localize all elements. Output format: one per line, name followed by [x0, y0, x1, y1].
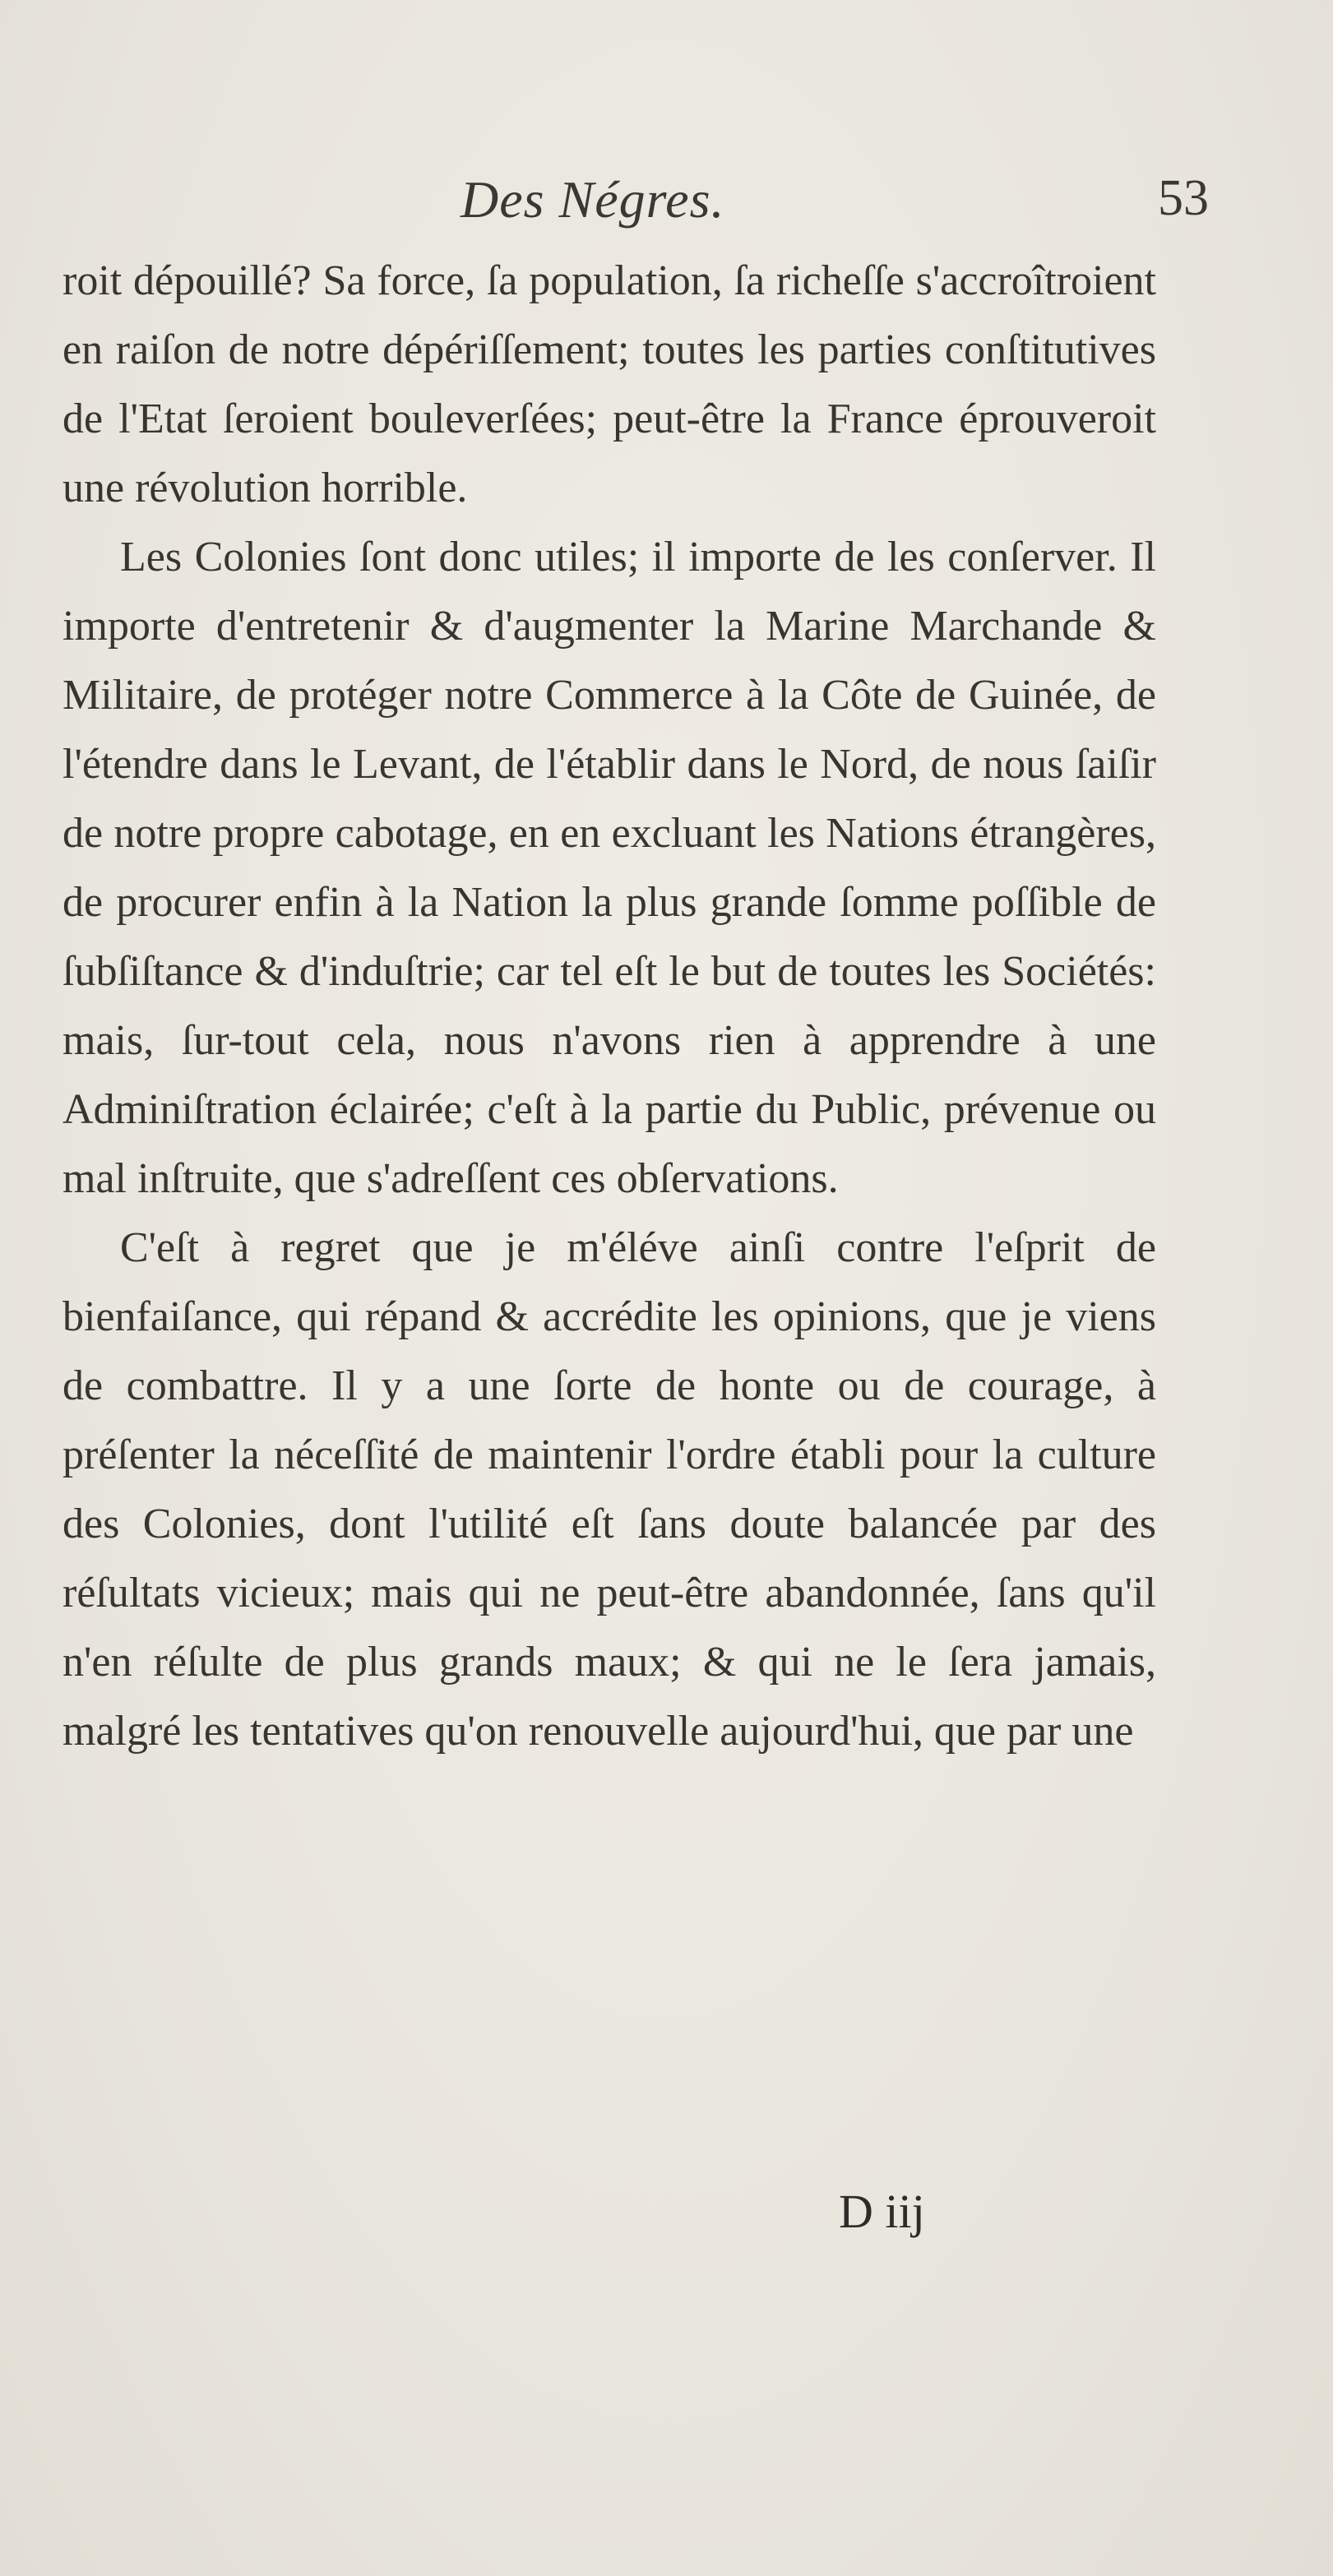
page-number: 53: [1158, 170, 1209, 226]
body-text: [62, 247, 1156, 1766]
paragraph-1: roit dépouillé? Sa force, ſa population, ſa richeſſe s'accroîtroient en raiſon de notre dépériſſement; toutes les parties conſtitutives de l'Etat ſeroient bouleverſées; peut-être la France éprouveroit une révolution horrible.: [62, 257, 1156, 511]
page-header: [123, 169, 1209, 243]
paragraph-3: C'eſt à regret que je m'éléve ainſi contre l'eſprit de bienfaiſance, qui répand & accrédite les opinions, que je viens de combattre. Il y a une ſorte de honte ou de courage, à préſenter la néceſſité de maintenir l'ordre établi pour la culture des Colonies, dont l'utilité eſt ſans doute balancée par des réſultats vicieux; mais qui ne peut-être abandonnée, ſans qu'il n'en réſulte de plus grands maux; & qui ne le ſera jamais, malgré les tentatives qu'on renouvelle aujourd'hui, que par une: [62, 1224, 1156, 1755]
paragraph-2: Les Colonies ſont donc utiles; il importe de les conſerver. Il importe d'entretenir & d'augmenter la Marine Marchande & Militaire, de protéger notre Commerce à la Côte de Guinée, de l'étendre dans le Levant, de l'établir dans le Nord, de nous ſaiſir de notre propre cabotage, en en excluant les Nations étrangères, de procurer enfin à la Nation la plus grande ſomme poſſible de ſubſiſtance & d'induſtrie; car tel eſt le but de toutes les Sociétés: mais, ſur-tout cela, nous n'avons rien à apprendre à une Adminiſtration éclairée; c'eſt à la partie du Public, prévenue ou mal inſtruite, que s'adreſſent ces obſervations.: [62, 534, 1156, 1202]
signature-mark: D iij: [839, 2185, 925, 2238]
running-title: Des Négres.: [461, 170, 725, 229]
